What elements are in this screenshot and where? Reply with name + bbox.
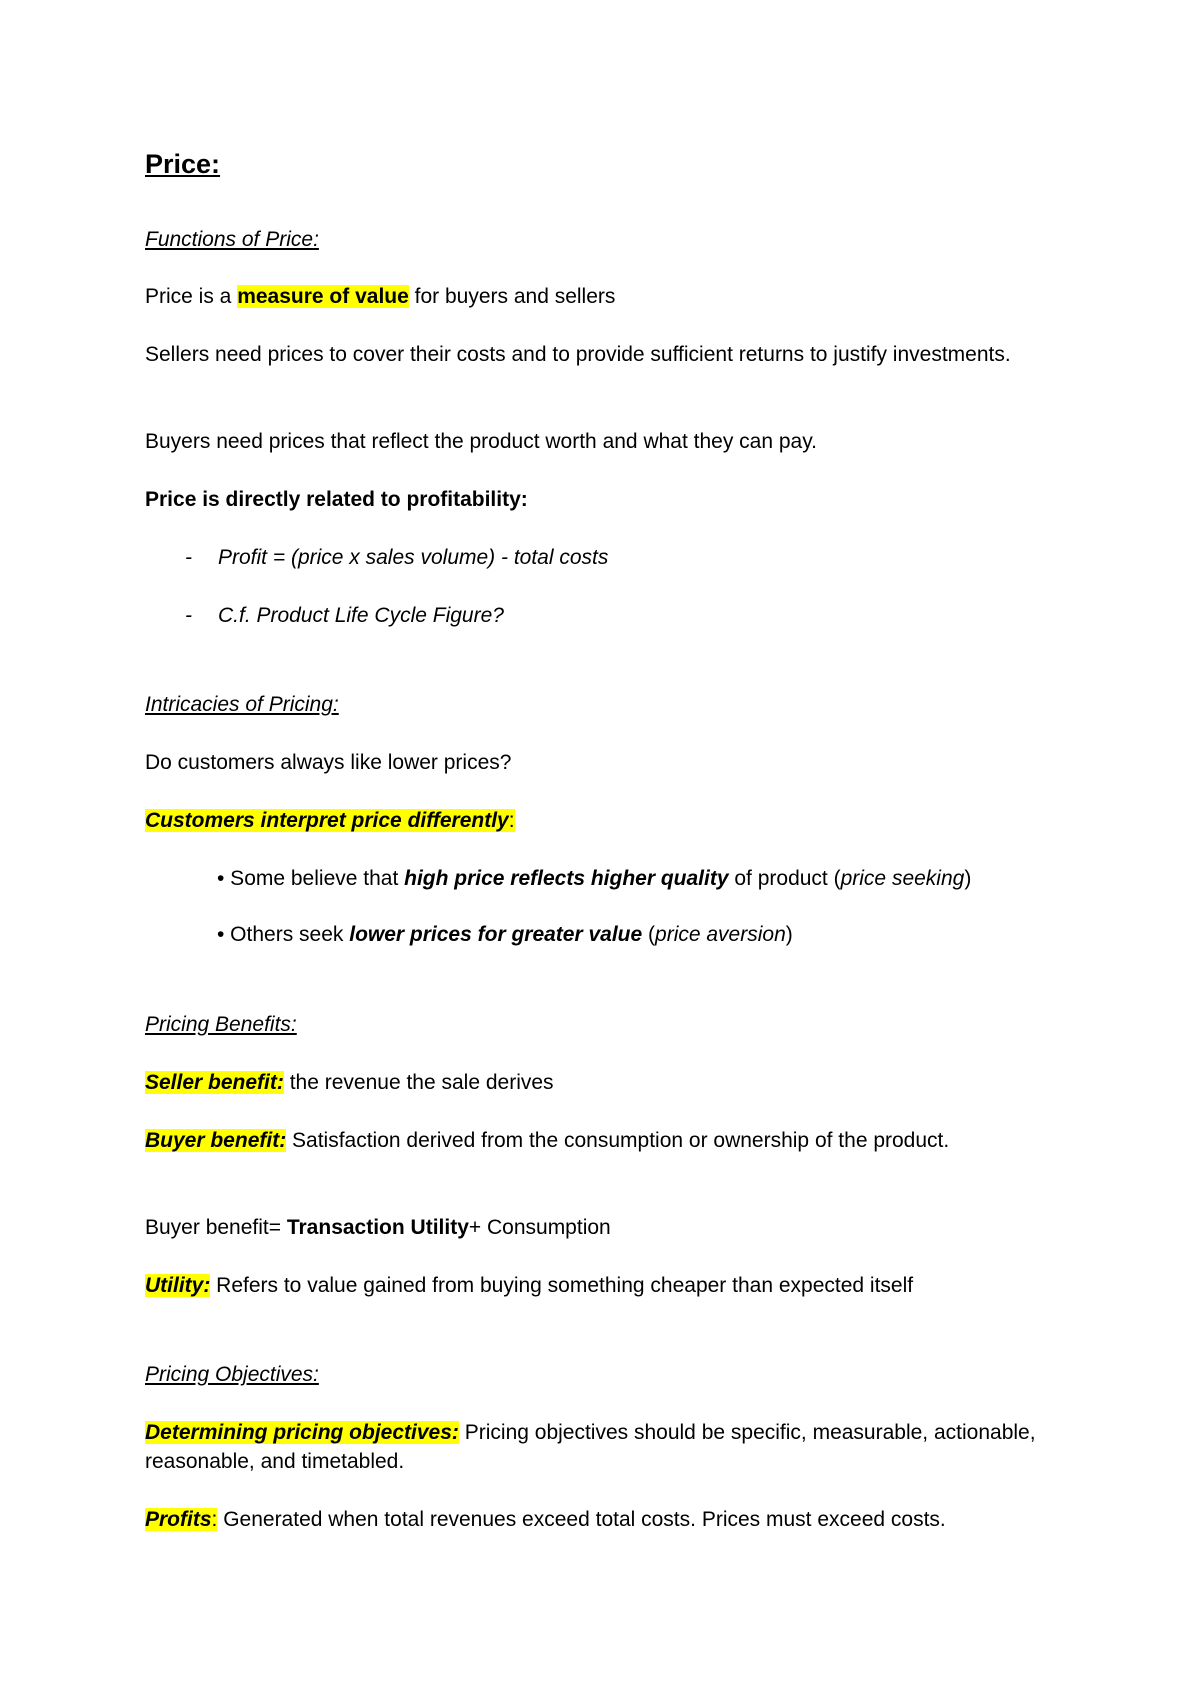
page-title: Price: xyxy=(145,149,221,179)
buyers-paragraph: Buyers need prices that reflect the product worth and what they can pay. xyxy=(145,430,817,453)
text-run: Generated when total revenues exceed total costs. Prices must exceed costs. xyxy=(217,1508,946,1531)
interpret-line xyxy=(145,806,1050,835)
determining-objectives-line xyxy=(145,1418,1050,1476)
utility-line xyxy=(145,1271,1050,1300)
dash-item xyxy=(145,601,1050,630)
text-run: price seeking xyxy=(840,867,965,890)
emphasis: lower prices for greater value xyxy=(349,923,643,946)
text-run: • Others seek xyxy=(217,923,350,946)
text-run: Pricing objectives should be specific, measurable, actionable, reasonable, and timetabled. xyxy=(145,1421,1036,1473)
functions-heading: Functions of Price: xyxy=(145,228,319,251)
buyer-benefit-formula xyxy=(145,1213,1050,1242)
profitability-heading: Price is directly related to profitability: xyxy=(145,488,528,511)
profits-line xyxy=(145,1505,1050,1534)
question-line: Do customers always like lower prices? xyxy=(145,751,512,774)
highlighted-term: Profits xyxy=(145,1508,212,1531)
dash-marker: - xyxy=(185,604,192,627)
buyer-benefit-line xyxy=(145,1126,1050,1155)
dash-item-text: Profit = (price x sales volume) - total costs xyxy=(218,546,609,569)
text-run: : xyxy=(508,809,515,832)
bullet-item xyxy=(145,920,1050,949)
highlighted-term: Determining pricing objectives: xyxy=(145,1421,459,1444)
emphasis: high price reflects higher quality xyxy=(404,867,729,890)
text-run: Buyer benefit= xyxy=(145,1216,287,1239)
text-run: ) xyxy=(785,923,793,946)
text-run: price aversion xyxy=(655,923,786,946)
seller-benefit-line xyxy=(145,1068,1050,1097)
text-run: of product ( xyxy=(728,867,841,890)
benefits-heading: Pricing Benefits: xyxy=(145,1013,297,1036)
highlighted-term: Utility: xyxy=(145,1274,211,1297)
objectives-heading: Pricing Objectives: xyxy=(145,1363,319,1386)
highlighted-term: Customers interpret price differently xyxy=(145,809,509,832)
dash-item xyxy=(145,543,1050,572)
measure-of-value-line xyxy=(145,282,1050,311)
bullet-item xyxy=(145,864,1050,893)
text-run: ) xyxy=(964,867,972,890)
text-run: Price is a xyxy=(145,285,238,308)
highlighted-term: Buyer benefit: xyxy=(145,1129,287,1152)
highlighted-term: Seller benefit: xyxy=(145,1071,284,1094)
sellers-paragraph: Sellers need prices to cover their costs and to provide sufficient returns to justify investments. xyxy=(145,343,1011,366)
dash-marker: - xyxy=(185,546,192,569)
highlighted-term: measure of value xyxy=(237,285,409,308)
text-run: + Consumption xyxy=(468,1216,611,1239)
text-run: : xyxy=(211,1508,218,1531)
text-run: for buyers and sellers xyxy=(408,285,616,308)
dash-item-text: C.f. Product Life Cycle Figure? xyxy=(218,604,504,627)
text-run: • Some believe that xyxy=(217,867,405,890)
text-run: Refers to value gained from buying something cheaper than expected itself xyxy=(210,1274,914,1297)
text-run: ( xyxy=(642,923,656,946)
intricacies-heading: Intricacies of Pricing: xyxy=(145,693,339,716)
emphasis: Transaction Utility xyxy=(286,1216,469,1239)
text-run: Satisfaction derived from the consumption or ownership of the product. xyxy=(286,1129,950,1152)
text-run: the revenue the sale derives xyxy=(283,1071,554,1094)
